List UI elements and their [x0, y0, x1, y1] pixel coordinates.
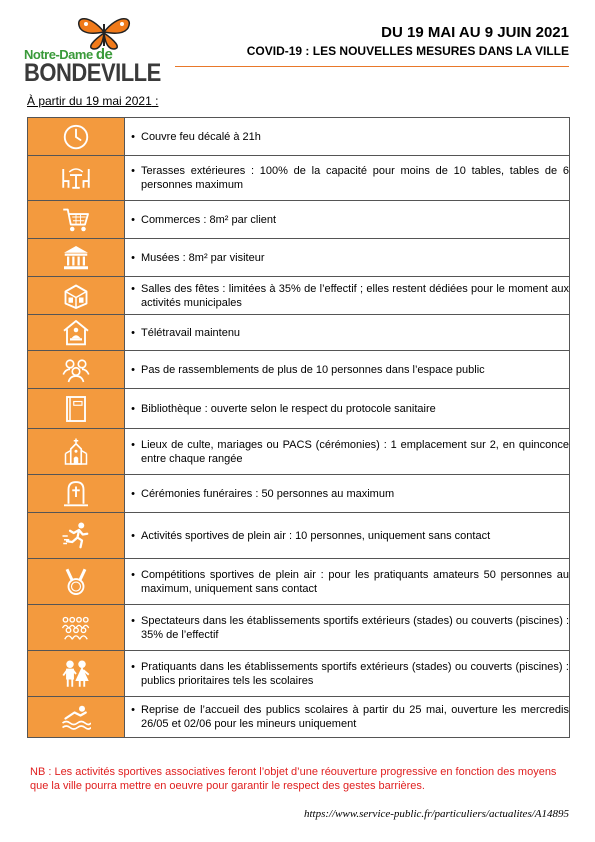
home-office-icon — [61, 318, 91, 348]
source-link[interactable]: https://www.service-public.fr/particuliers/actualites/A14895 — [304, 808, 569, 820]
icon-cell — [28, 559, 125, 605]
logo-line2: BONDEVILLE — [24, 58, 161, 87]
measure-cell — [125, 559, 570, 605]
intro-text: À partir du 19 mai 2021 : — [27, 94, 159, 108]
list-item — [125, 529, 569, 543]
icon-cell — [28, 239, 125, 277]
table-row — [28, 315, 570, 351]
note-text: NB : Les activités sportives associatives feront l’objet d’une réouverture progressive en fonction des moyens que la ville pourra mettre en oeuvre pour garantir le respect des gestes barrières. — [30, 766, 557, 792]
icon-cell — [28, 201, 125, 239]
measure-cell — [125, 651, 570, 697]
list-item — [125, 568, 569, 596]
icon-cell — [28, 697, 125, 738]
list-item — [125, 251, 569, 265]
list-item — [125, 438, 569, 466]
bullet: • — [131, 165, 135, 177]
list-item — [125, 363, 569, 377]
list-item — [125, 164, 569, 192]
icon-cell — [28, 118, 125, 156]
table-row — [28, 559, 570, 605]
medal-icon — [61, 567, 91, 597]
list-item — [125, 213, 569, 227]
bullet: • — [131, 568, 135, 581]
bullet: • — [131, 529, 135, 542]
bullet: • — [131, 282, 135, 295]
bullet: • — [131, 487, 135, 500]
measure-cell — [125, 389, 570, 429]
table-row — [28, 651, 570, 697]
page-title: DU 19 MAI AU 9 JUIN 2021 — [381, 24, 569, 41]
title-divider — [175, 66, 569, 67]
list-item — [125, 487, 569, 501]
bullet: • — [131, 402, 135, 415]
list-item — [125, 402, 569, 416]
list-item — [125, 660, 569, 688]
table-row — [28, 118, 570, 156]
table-row — [28, 697, 570, 738]
measure-cell — [125, 351, 570, 389]
bullet: • — [131, 614, 135, 627]
terrace-table-icon — [61, 163, 91, 193]
logo-line1: Notre-Dame de — [24, 46, 113, 63]
spectators-icon — [61, 613, 91, 643]
bullet: • — [131, 251, 135, 264]
measure-text: Pratiquants dans les établissements sportifs extérieurs (stades) ou couverts (piscines) : publics prioritaires tels les scolaires — [141, 660, 569, 687]
bullet: • — [131, 326, 135, 339]
bullet: • — [131, 213, 135, 226]
measure-text: Musées : 8m² par visiteur — [141, 251, 265, 264]
icon-cell — [28, 429, 125, 475]
table-row — [28, 351, 570, 389]
bullet: • — [131, 660, 135, 673]
measure-text: Télétravail maintenu — [141, 326, 241, 339]
measure-text: Bibliothèque : ouverte selon le respect du protocole sanitaire — [141, 402, 436, 415]
bullet: • — [131, 363, 135, 376]
group-icon — [61, 355, 91, 385]
measure-cell — [125, 156, 570, 201]
icon-cell — [28, 605, 125, 651]
icon-cell — [28, 315, 125, 351]
measure-cell — [125, 513, 570, 559]
list-item — [125, 703, 569, 731]
table-row — [28, 156, 570, 201]
table-row — [28, 605, 570, 651]
bullet: • — [131, 130, 135, 143]
page-subtitle: COVID-19 : LES NOUVELLES MESURES DANS LA VILLE — [246, 44, 569, 58]
list-item — [125, 326, 569, 340]
measure-cell — [125, 239, 570, 277]
clock-icon — [61, 122, 91, 152]
measure-text: Terasses extérieures : 100% de la capacité pour moins de 10 tables, tables de 6 personnes maximum — [141, 165, 569, 191]
icon-cell — [28, 475, 125, 513]
list-item — [125, 130, 569, 144]
shopping-cart-icon — [61, 205, 91, 235]
measure-cell — [125, 697, 570, 738]
measure-text: Pas de rassemblements de plus de 10 personnes dans l’espace public — [141, 363, 485, 376]
table-row — [28, 277, 570, 315]
measure-text: Salles des fêtes : limitées à 35% de l’effectif ; elles restent dédiées pour le moment aux activités municipales — [141, 282, 569, 309]
list-item — [125, 282, 569, 310]
book-icon — [61, 394, 91, 424]
measure-text: Couvre feu décalé à 21h — [141, 130, 261, 143]
table-row — [28, 513, 570, 559]
swimmer-icon — [61, 702, 91, 732]
measure-text: Activités sportives de plein air : 10 personnes, uniquement sans contact — [141, 529, 491, 542]
measure-cell — [125, 201, 570, 239]
measure-text: Reprise de l’accueil des publics scolaires à partir du 25 mai, ouverture les mercredis 26/05 et 02/06 pour les mineurs uniquement — [141, 704, 569, 730]
measure-cell — [125, 605, 570, 651]
museum-icon — [61, 243, 91, 273]
runner-icon — [61, 521, 91, 551]
table-row — [28, 475, 570, 513]
bullet: • — [131, 704, 135, 716]
measure-cell — [125, 315, 570, 351]
town-logo — [24, 12, 161, 87]
measure-cell — [125, 277, 570, 315]
church-icon — [61, 437, 91, 467]
measure-cell — [125, 475, 570, 513]
table-row — [28, 201, 570, 239]
list-item — [125, 614, 569, 642]
icon-cell — [28, 513, 125, 559]
measures-table — [27, 117, 570, 738]
icon-cell — [28, 277, 125, 315]
children-icon — [61, 659, 91, 689]
icon-cell — [28, 651, 125, 697]
table-row — [28, 389, 570, 429]
icon-cell — [28, 389, 125, 429]
measure-text: Commerces : 8m² par client — [141, 213, 277, 226]
measure-cell — [125, 429, 570, 475]
measure-text: Lieux de culte, mariages ou PACS (cérémonies) : 1 emplacement sur 2, en quinconce entre chaque rangée — [141, 438, 569, 465]
bullet: • — [131, 438, 135, 451]
hall-icon — [61, 281, 91, 311]
icon-cell — [28, 156, 125, 201]
table-row — [28, 239, 570, 277]
measure-text: Spectateurs dans les établissements sportifs extérieurs (stades) ou couverts (piscines) : 35% de l’effectif — [141, 614, 569, 641]
measure-text: Compétitions sportives de plein air : pour les pratiquants amateurs 50 personnes au maximum, uniquement sans contact — [141, 568, 569, 595]
measure-text: Cérémonies funéraires : 50 personnes au maximum — [141, 487, 395, 500]
tombstone-icon — [61, 479, 91, 509]
table-row — [28, 429, 570, 475]
icon-cell — [28, 351, 125, 389]
measure-cell — [125, 118, 570, 156]
